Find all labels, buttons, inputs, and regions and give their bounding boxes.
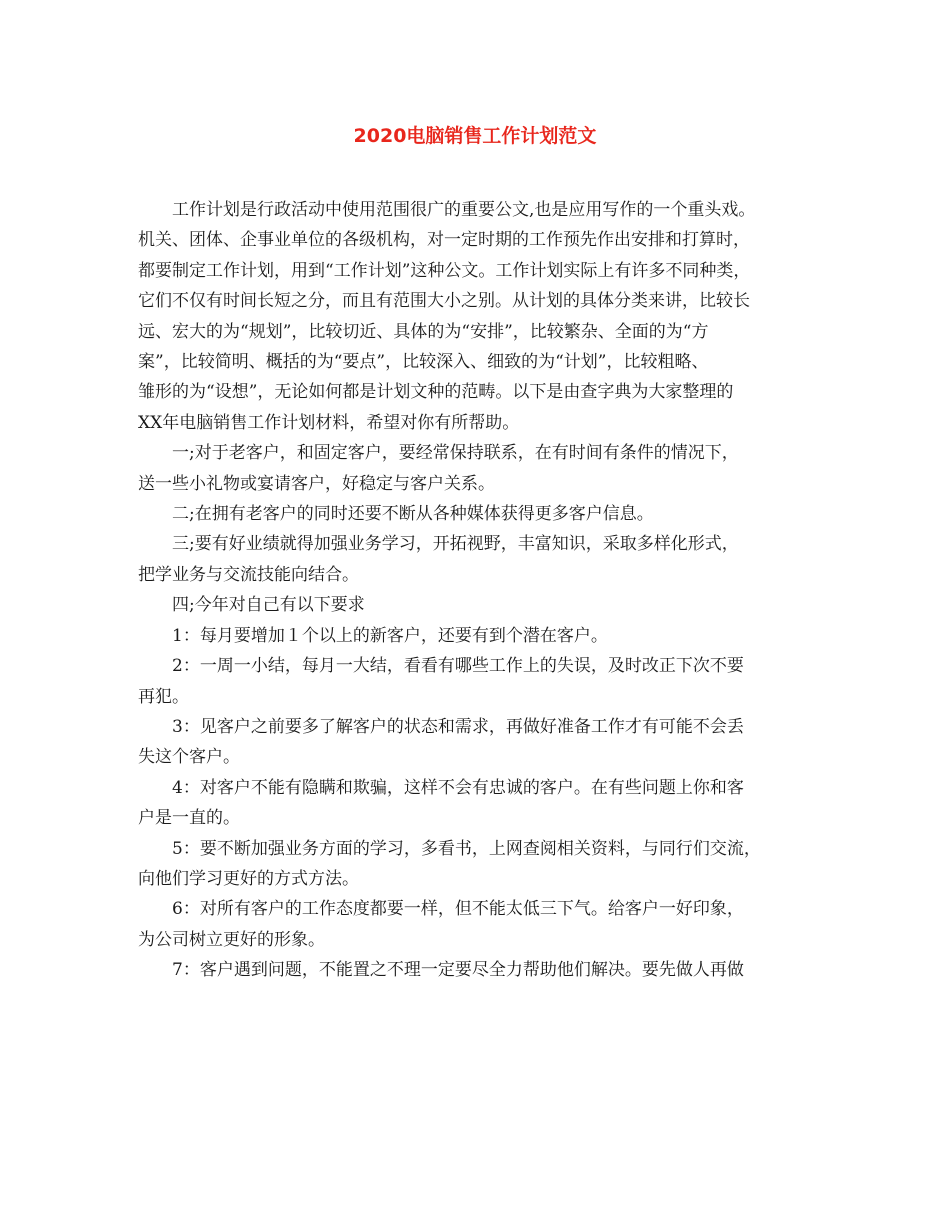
paragraph-line: 送一些小礼物或宴请客户，好稳定与客户关系。: [138, 473, 495, 494]
paragraph: [138, 712, 818, 773]
paragraph-line: 为公司树立更好的形象。: [138, 929, 325, 950]
paragraph: [138, 438, 818, 499]
paragraph: [138, 773, 818, 834]
paragraph-line: 四;今年对自己有以下要求: [172, 595, 365, 616]
paragraph-line: 5：要不断加强业务方面的学习，多看书，上网查阅相关资料，与同行们交流，: [172, 838, 761, 859]
paragraph: [138, 195, 818, 438]
paragraph-line: 户是一直的。: [138, 808, 240, 829]
paragraph-line: 二;在拥有老客户的同时还要不断从各种媒体获得更多客户信息。: [172, 504, 654, 525]
document-title: 2020电脑销售工作计划范文: [353, 125, 597, 147]
paragraph-line: 三;要有好业绩就得加强业务学习，开拓视野，丰富知识，采取多样化形式，: [172, 534, 739, 555]
paragraph: [138, 834, 818, 895]
paragraph-line: 向他们学习更好的方式方法。: [138, 868, 359, 889]
paragraph-line: 工作计划是行政活动中使用范围很广的重要公文,也是应用写作的一个重头戏。: [172, 200, 756, 220]
paragraph-line: 3：见客户之前要多了解客户的状态和需求，再做好准备工作才有可能不会丢: [172, 716, 744, 737]
paragraph: [138, 529, 818, 590]
paragraph-line: 4：对客户不能有隐瞒和欺骗，这样不会有忠诚的客户。在有些问题上你和客: [172, 777, 744, 798]
paragraph-line: 雏形的为“设想”，无论如何都是计划文种的范畴。以下是由查字典为大家整理的: [138, 382, 734, 403]
paragraph-line: 它们不仅有时间长短之分，而且有范围大小之别。从计划的具体分类来讲，比较长: [138, 291, 750, 312]
paragraph: [138, 621, 818, 651]
paragraph-line: 2：一周一小结，每月一大结，看看有哪些工作上的失误，及时改正下次不要: [172, 656, 744, 677]
paragraph-line: XX年电脑销售工作计划材料，希望对你有所帮助。: [138, 412, 520, 433]
paragraph: [138, 499, 818, 529]
paragraph-line: 失这个客户。: [138, 747, 240, 768]
paragraph: [138, 894, 818, 955]
paragraph-line: 把学业务与交流技能向结合。: [138, 564, 359, 585]
paragraph-line: 远、宏大的为“规划”，比较切近、具体的为“安排”，比较繁杂、全面的为“方: [138, 321, 709, 342]
paragraph-line: 都要制定工作计划，用到“工作计划”这种公文。工作计划实际上有许多不同种类，: [138, 260, 751, 281]
paragraph-line: 6：对所有客户的工作态度都要一样，但不能太低三下气。给客户一好印象，: [172, 899, 744, 920]
paragraph: [138, 651, 818, 712]
paragraph-line: 再犯。: [138, 686, 189, 707]
paragraph-line: 机关、团体、企事业单位的各级机构，对一定时期的工作预先作出安排和打算时，: [138, 230, 750, 251]
paragraph: [138, 590, 818, 620]
paragraph-line: 1：每月要增加１个以上的新客户，还要有到个潜在客户。: [172, 625, 608, 646]
paragraph-line: 案”，比较简明、概括的为“要点”，比较深入、细致的为“计划”，比较粗略、: [138, 352, 709, 373]
paragraph-line: 一;对于老客户，和固定客户，要经常保持联系，在有时间有条件的情况下，: [172, 443, 739, 464]
paragraph: [138, 955, 818, 985]
document-body: [138, 195, 818, 986]
paragraph-line: 7：客户遇到问题，不能置之不理一定要尽全力帮助他们解决。要先做人再做: [172, 960, 744, 981]
